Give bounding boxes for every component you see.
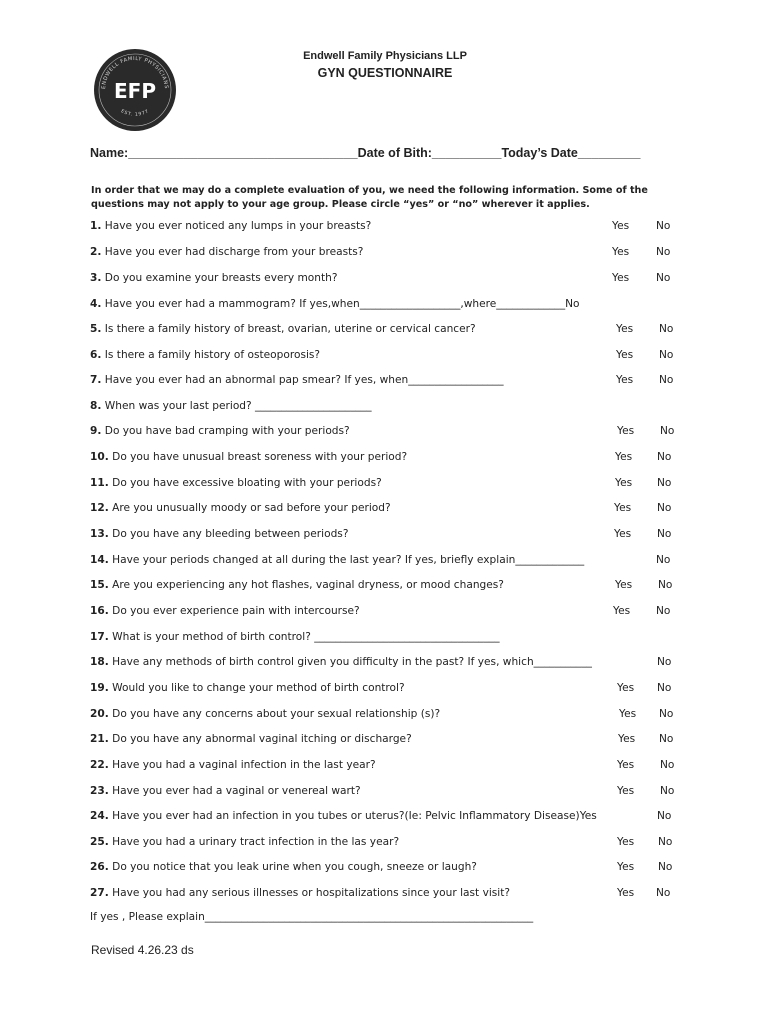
answer-no[interactable]: No [657,656,672,668]
answer-no[interactable]: No [659,733,674,745]
answer-yes[interactable]: Yes [617,887,635,899]
question-row [90,477,690,493]
answer-yes[interactable]: Yes [616,323,634,335]
question-text: Do you examine your breasts every month? [104,272,338,284]
answer-no[interactable]: No [659,374,674,386]
answer-yes[interactable]: Yes [616,374,634,386]
question-row [90,733,690,749]
answer-yes[interactable]: Yes [612,220,630,232]
question-text: Have your periods changed at all during the last year? If yes, briefly explain_____________ [112,554,585,566]
answer-yes[interactable]: Yes [618,733,636,745]
answer-no[interactable]: No [660,425,675,437]
answer-yes[interactable]: Yes [615,477,633,489]
answer-yes[interactable]: Yes [617,425,635,437]
question-number: 9. [90,425,102,437]
answer-no[interactable]: No [660,759,675,771]
answer-yes[interactable]: Yes [612,246,630,258]
question-row [90,246,690,262]
answer-yes[interactable]: Yes [617,861,635,873]
question-number: 11. [90,477,109,489]
question-row [90,220,690,236]
question-number: 26. [90,861,109,873]
question-row [90,708,690,724]
answer-yes[interactable]: Yes [614,502,632,514]
question-number: 16. [90,605,109,617]
question-row [90,656,690,672]
question-number: 2. [90,246,102,258]
answer-yes[interactable]: Yes [617,836,635,848]
answer-no[interactable]: No [656,272,671,284]
answer-yes[interactable]: Yes [614,528,632,540]
answer-no[interactable]: No [658,861,673,873]
question-text: Do you have excessive bloating with your periods? [112,477,382,489]
answer-no[interactable]: No [657,528,672,540]
question-row [90,374,690,390]
question-text: Have you ever had an abnormal pap smear? If yes, when__________________ [104,374,504,386]
instructions-text: In order that we may do a complete evaluation of you, we need the following information. Some of the questions may not apply to your age group. Please circle “yes” or “no” wherever it applies. [91,185,648,210]
answer-no[interactable]: No [656,554,671,566]
answer-yes[interactable]: Yes [617,682,635,694]
answer-yes[interactable]: Yes [617,759,635,771]
question-text: When was your last period? ______________________ [104,400,372,412]
question-row [90,298,690,314]
patient-info-line[interactable]: Name:_________________________________Date of Bith:__________Today’s Date_________ [90,146,641,160]
question-text: Have you ever noticed any lumps in your breasts? [104,220,372,232]
answer-no[interactable]: No [660,785,675,797]
question-text: Do you ever experience pain with intercourse? [112,605,360,617]
answer-yes[interactable]: Yes [619,708,637,720]
practice-name: Endwell Family Physicians LLP [303,50,467,62]
question-text: Have you ever had a vaginal or venereal wart? [112,785,361,797]
practice-logo [93,48,177,132]
page-title: GYN QUESTIONNAIRE [317,66,453,80]
question-text: Would you like to change your method of birth control? [112,682,405,694]
question-row [90,785,690,801]
question-row [90,323,690,339]
question-number: 14. [90,554,109,566]
question-row [90,579,690,595]
question-text: Have you had any serious illnesses or hospitalizations since your last visit? [112,887,511,899]
question-row [90,836,690,852]
answer-no[interactable]: No [656,246,671,258]
question-row [90,528,690,544]
logo-ring-text: ENDWELL FAMILY PHYSICIANS [100,55,170,90]
question-number: 15. [90,579,109,591]
question-row [90,451,690,467]
question-number: 1. [90,220,102,232]
question-row [90,861,690,877]
answer-no[interactable]: No [657,810,672,822]
question-text: Have you ever had a mammogram? If yes,when___________________,where_____________No [104,298,580,310]
question-text: Do you have any bleeding between periods? [112,528,349,540]
revision-note: Revised 4.26.23 ds [91,943,194,957]
question-text: Are you unusually moody or sad before your period? [112,502,391,514]
question-number: 25. [90,836,109,848]
question-text: Have you had a urinary tract infection in the las year? [112,836,400,848]
question-text: Have you ever had an infection in you tubes or uterus?(Ie: Pelvic Inflammatory Disease)Yes [112,810,597,822]
question-number: 3. [90,272,102,284]
answer-no[interactable]: No [657,682,672,694]
question-number: 20. [90,708,109,720]
question-number: 22. [90,759,109,771]
question-row [90,425,690,441]
answer-no[interactable]: No [656,605,671,617]
question-text: Have you ever had discharge from your breasts? [104,246,364,258]
answer-no[interactable]: No [659,323,674,335]
question-row [90,554,690,570]
answer-no[interactable]: No [657,502,672,514]
question-row [90,682,690,698]
answer-no[interactable]: No [657,477,672,489]
question-row [90,887,690,903]
question-text: Do you have any abnormal vaginal itching or discharge? [112,733,412,745]
answer-yes[interactable]: Yes [613,605,631,617]
question-number: 8. [90,400,102,412]
question-row [90,631,690,647]
logo-initials: EFP [114,79,156,103]
answer-yes[interactable]: Yes [616,349,634,361]
question-number: 13. [90,528,109,540]
question-row [90,810,690,826]
question-text: Is there a family history of breast, ovarian, uterine or cervical cancer? [104,323,476,335]
answer-yes[interactable]: Yes [615,451,633,463]
answer-no[interactable]: No [658,579,673,591]
question-row [90,400,690,416]
question-row [90,349,690,365]
question-row [90,759,690,775]
question-text: What is your method of birth control? ___________________________________ [112,631,500,643]
answer-yes[interactable]: Yes [615,579,633,591]
answer-no[interactable]: No [656,887,671,899]
question-text: Have you had a vaginal infection in the last year? [112,759,376,771]
answer-yes[interactable]: Yes [612,272,630,284]
question-number: 6. [90,349,102,361]
answer-no[interactable]: No [659,349,674,361]
logo-est-text: EST. 1977 [119,109,151,118]
question-number: 17. [90,631,109,643]
question-number: 10. [90,451,109,463]
question-number: 5. [90,323,102,335]
question-number: 24. [90,810,109,822]
question-number: 23. [90,785,109,797]
answer-no[interactable]: No [658,836,673,848]
question-row [90,502,690,518]
question-row [90,272,690,288]
question-number: 27. [90,887,109,899]
answer-yes[interactable]: Yes [617,785,635,797]
answer-no[interactable]: No [657,451,672,463]
answer-no[interactable]: No [659,708,674,720]
question-row [90,605,690,621]
question-text: Have any methods of birth control given you difficulty in the past? If yes, which___________ [112,656,592,668]
question-text: Do you notice that you leak urine when you cough, sneeze or laugh? [112,861,477,873]
question-text: Do you have unusual breast soreness with your period? [112,451,408,463]
question-text: Do you have bad cramping with your periods? [104,425,350,437]
question-number: 21. [90,733,109,745]
question-text: Do you have any concerns about your sexual relationship (s)? [112,708,441,720]
question-number: 12. [90,502,109,514]
explain-line[interactable]: If yes , Please explain______________________________________________________________ [90,911,534,923]
question-text: Is there a family history of osteoporosis? [104,349,321,361]
question-number: 19. [90,682,109,694]
question-number: 18. [90,656,109,668]
answer-no[interactable]: No [656,220,671,232]
question-number: 4. [90,298,102,310]
question-number: 7. [90,374,102,386]
question-text: Are you experiencing any hot flashes, vaginal dryness, or mood changes? [112,579,504,591]
